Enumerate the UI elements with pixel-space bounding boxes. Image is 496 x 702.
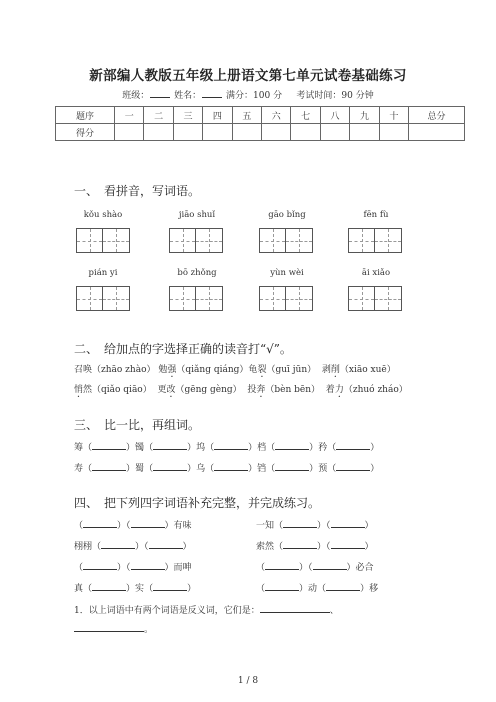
score-cell[interactable] — [115, 124, 144, 141]
answer-blank[interactable] — [336, 461, 370, 471]
score-table-score-row — [56, 124, 465, 141]
answer-blank[interactable] — [74, 622, 144, 632]
score-cell[interactable] — [409, 124, 465, 141]
answer-blank[interactable] — [153, 440, 187, 450]
answer-blank[interactable] — [313, 560, 347, 570]
section-title: 比一比，再组词。 — [104, 418, 201, 432]
answer-blank[interactable] — [214, 461, 248, 471]
class-blank[interactable] — [150, 89, 170, 98]
reading-item[interactable]: 龟裂（guī jūn） — [248, 365, 317, 375]
section-number: 四、 — [74, 496, 99, 510]
idiom-item: 一知（ ）（ ） — [256, 518, 374, 531]
reading-item[interactable]: 更改（gēng gèng） — [157, 385, 242, 395]
reading-line — [74, 382, 408, 395]
idiom-item: （ ）动（ ）移 — [256, 581, 378, 594]
score-cell[interactable] — [144, 124, 173, 141]
pinyin-label: jiāo shuǐ — [178, 210, 216, 220]
writing-grid[interactable] — [259, 286, 313, 311]
answer-blank[interactable] — [275, 461, 309, 471]
answer-blank[interactable] — [92, 581, 126, 591]
page-number: 1 / 8 — [237, 676, 259, 686]
answer-blank[interactable] — [153, 461, 187, 471]
reading-item[interactable]: 召唤（zhāo zhào） — [74, 365, 156, 375]
section-number: 三、 — [74, 418, 99, 432]
score-cell[interactable] — [173, 124, 202, 141]
pinyin-label: bō zhǒng — [177, 268, 217, 278]
pinyin-label: fēn fù — [363, 210, 389, 220]
score-header-cell: 二 — [144, 107, 173, 124]
reading-item[interactable]: 剥削（xiāo xuē） — [321, 365, 396, 375]
idiom-item: （ ）（ ）必合 — [256, 560, 374, 573]
score-header-cell: 五 — [232, 107, 261, 124]
section-1-heading — [74, 182, 200, 199]
writing-grid[interactable] — [169, 228, 223, 253]
score-cell[interactable] — [203, 124, 232, 141]
answer-blank[interactable] — [283, 539, 317, 549]
score-header-cell: 总分 — [409, 107, 465, 124]
question-1-continued: 。 — [74, 622, 153, 635]
answer-blank[interactable] — [214, 440, 248, 450]
answer-blank[interactable] — [153, 581, 187, 591]
answer-blank[interactable] — [336, 440, 370, 450]
answer-blank[interactable] — [101, 539, 135, 549]
idiom-item: （ ）（ ）而呻 — [74, 560, 192, 573]
section-4-heading — [74, 494, 320, 511]
answer-blank[interactable] — [265, 560, 299, 570]
idiom-item: 真（ ）实（ ） — [74, 581, 196, 594]
pinyin-label: gāo bǐng — [268, 210, 306, 220]
idiom-item: 栩栩（ ）（ ） — [74, 539, 192, 552]
pinyin-label: yùn wèi — [270, 268, 304, 278]
reading-item[interactable]: 着力（zhuó zháo） — [325, 385, 408, 395]
section-2-heading — [74, 340, 292, 357]
answer-blank[interactable] — [131, 518, 165, 528]
name-blank[interactable] — [202, 89, 222, 98]
answer-blank[interactable] — [92, 440, 126, 450]
writing-grid[interactable] — [76, 228, 130, 253]
section-title: 看拼音，写词语。 — [104, 184, 201, 198]
score-cell[interactable] — [320, 124, 349, 141]
score-cell[interactable] — [379, 124, 408, 141]
score-cell[interactable] — [232, 124, 261, 141]
page-title: 新部编人教版五年级上册语文第七单元试卷基础练习 — [89, 68, 407, 84]
writing-grid[interactable] — [259, 228, 313, 253]
pinyin-label: kǒu shào — [83, 210, 123, 220]
pinyin-label: pián yi — [88, 268, 118, 278]
answer-blank[interactable] — [149, 539, 183, 549]
question-1: 1．以上词语中有两个词语是反义词，它们是： 、 — [74, 603, 339, 616]
score-table-header-row — [56, 107, 465, 124]
answer-blank[interactable] — [331, 539, 365, 549]
answer-blank[interactable] — [326, 581, 360, 591]
class-label: 班级： — [122, 91, 150, 101]
score-header-cell: 十 — [379, 107, 408, 124]
writing-grid[interactable] — [76, 286, 130, 311]
score-row-label: 得分 — [56, 124, 115, 141]
score-header-cell: 四 — [203, 107, 232, 124]
section-3-heading — [74, 416, 200, 433]
score-header-cell: 六 — [262, 107, 291, 124]
answer-blank[interactable] — [283, 518, 317, 528]
reading-item[interactable]: 悄然（qiǎo qiāo） — [74, 385, 152, 395]
answer-blank[interactable] — [92, 461, 126, 471]
exam-time: 考试时间：90 分钟 — [296, 91, 374, 101]
answer-blank[interactable] — [275, 440, 309, 450]
score-header-cell: 九 — [350, 107, 379, 124]
reading-line — [74, 362, 396, 375]
score-cell[interactable] — [262, 124, 291, 141]
exam-info — [0, 88, 496, 101]
compare-row: 寿（ ）蜀（ ）乌（ ）铛（ ）预（ ） — [74, 461, 379, 474]
section-title: 把下列四字词语补充完整，并完成练习。 — [104, 496, 321, 510]
score-header-cell: 三 — [173, 107, 202, 124]
score-cell[interactable] — [291, 124, 320, 141]
full-score: 满分：100 分 — [226, 91, 283, 101]
answer-blank[interactable] — [83, 518, 117, 528]
answer-blank[interactable] — [265, 581, 299, 591]
score-cell[interactable] — [350, 124, 379, 141]
idiom-item: （ ）（ ）有味 — [74, 518, 192, 531]
reading-item[interactable]: 投奔（bèn bēn） — [247, 385, 321, 395]
section-title: 给加点的字选择正确的读音打“√”。 — [104, 342, 292, 356]
answer-blank[interactable] — [260, 603, 330, 613]
reading-item[interactable]: 勉强（qiǎng qiáng） — [158, 365, 249, 375]
score-header-cell: 一 — [115, 107, 144, 124]
idiom-item: 索然（ ）（ ） — [256, 539, 374, 552]
writing-grid[interactable] — [348, 228, 402, 253]
score-header-cell: 题序 — [56, 107, 115, 124]
score-header-cell: 八 — [320, 107, 349, 124]
answer-blank[interactable] — [131, 560, 165, 570]
name-label: 姓名： — [174, 91, 202, 101]
answer-blank[interactable] — [331, 518, 365, 528]
answer-blank[interactable] — [83, 560, 117, 570]
score-header-cell: 七 — [291, 107, 320, 124]
section-number: 二、 — [74, 342, 99, 356]
writing-grid[interactable] — [169, 286, 223, 311]
section-number: 一、 — [74, 184, 99, 198]
writing-grid[interactable] — [348, 286, 402, 311]
compare-row: 筹（ ）镯（ ）坞（ ）档（ ）矜（ ） — [74, 440, 379, 453]
score-table — [55, 106, 465, 141]
pinyin-label: āi xiǎo — [361, 268, 391, 278]
